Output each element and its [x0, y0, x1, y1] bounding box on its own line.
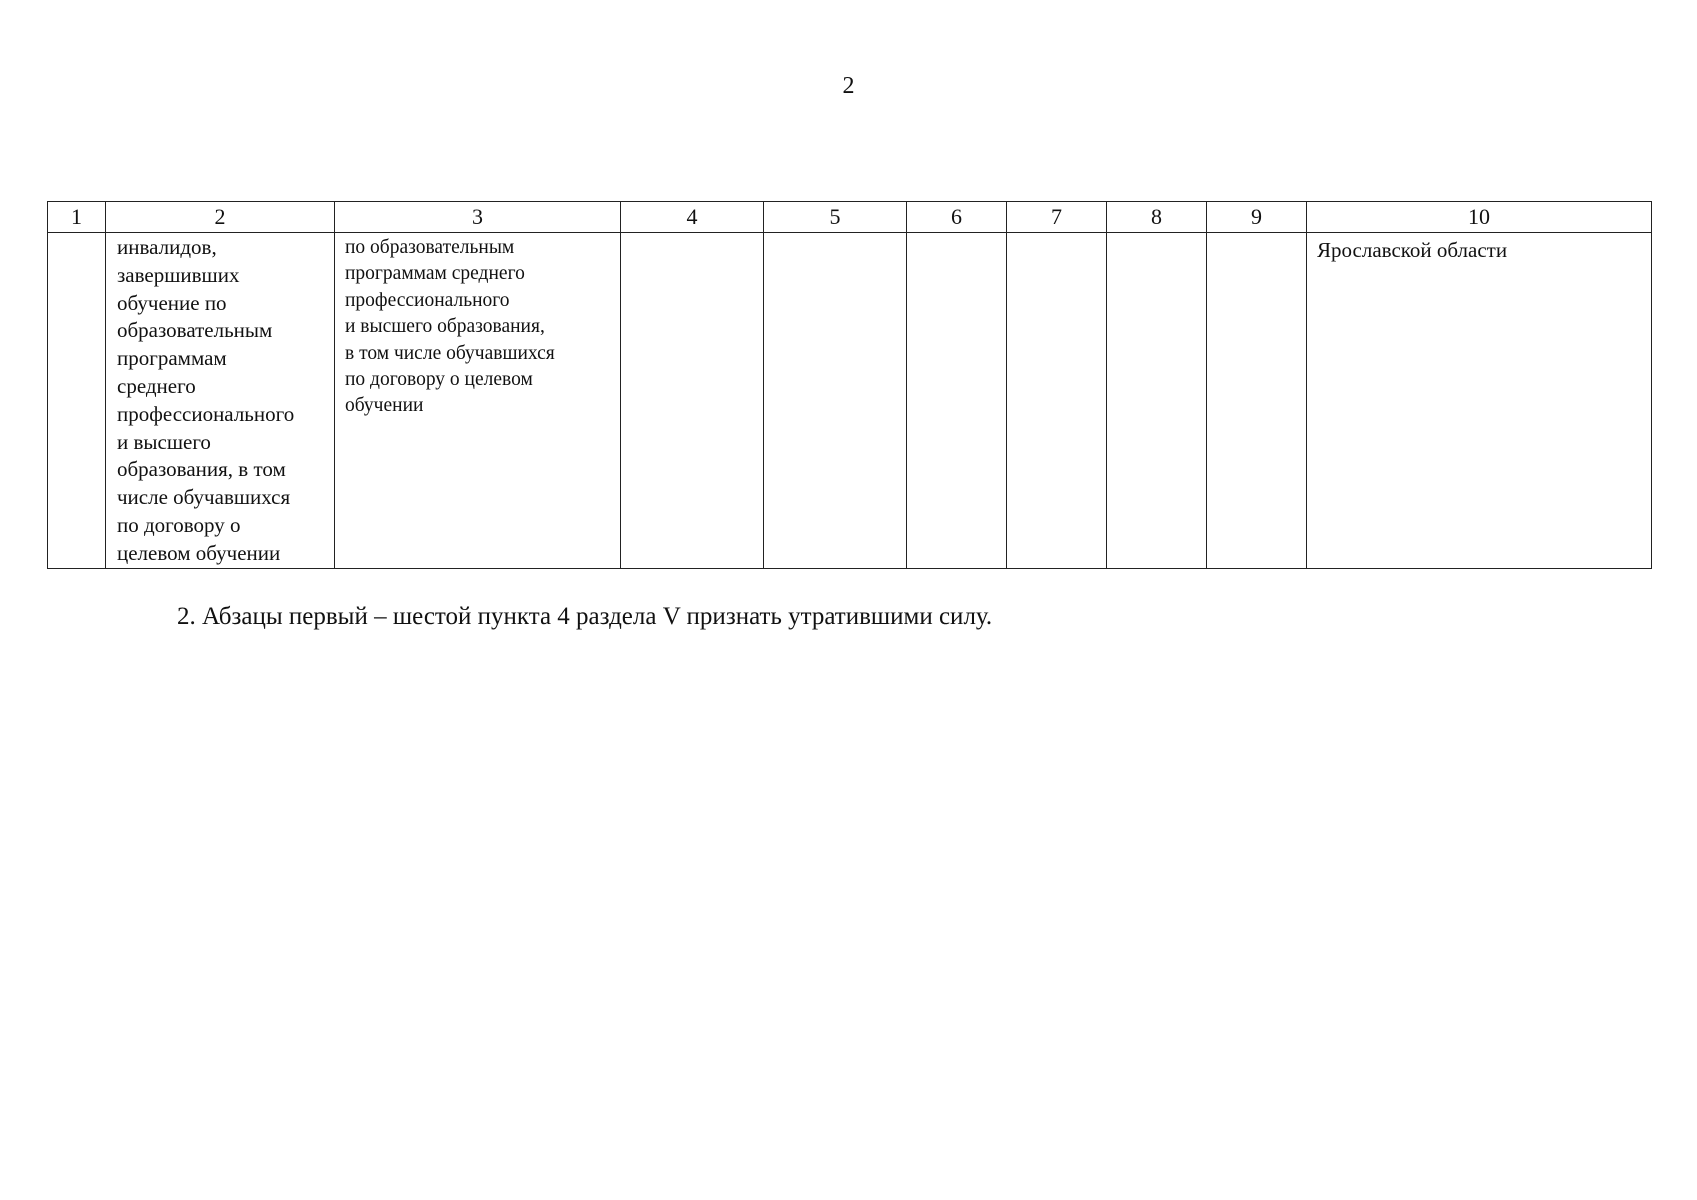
table-cell-2: инвалидов, завершивших обучение по образовательным программам среднего профессионального и высшего образования, в том числе обучавшихся по договору о целевом обучении [106, 233, 335, 569]
table-cell-1 [48, 233, 106, 569]
data-table [47, 201, 1652, 569]
column-number-4: 4 [621, 202, 764, 233]
table-cell-6 [907, 233, 1007, 569]
column-number-7: 7 [1007, 202, 1107, 233]
column-number-3: 3 [335, 202, 621, 233]
column-number-5: 5 [764, 202, 907, 233]
column-number-2: 2 [106, 202, 335, 233]
table-cell-7 [1007, 233, 1107, 569]
table-cell-5 [764, 233, 907, 569]
page-number: 2 [842, 73, 855, 99]
table-cell-3: по образовательным программам среднего профессионального и высшего образования, в том числе обучавшихся по договору о целевом обучении [335, 233, 621, 569]
column-number-8: 8 [1107, 202, 1207, 233]
table-cell-8 [1107, 233, 1207, 569]
table-cell-9 [1207, 233, 1307, 569]
table-row [48, 233, 1652, 569]
amendment-paragraph: 2. Абзацы первый – шестой пункта 4 раздела V признать утратившими силу. [177, 603, 993, 630]
table-cell-10: Ярославской области [1307, 233, 1652, 569]
table-header-row [48, 202, 1652, 233]
column-number-9: 9 [1207, 202, 1307, 233]
column-number-1: 1 [48, 202, 106, 233]
column-number-10: 10 [1307, 202, 1652, 233]
table-cell-4 [621, 233, 764, 569]
column-number-6: 6 [907, 202, 1007, 233]
